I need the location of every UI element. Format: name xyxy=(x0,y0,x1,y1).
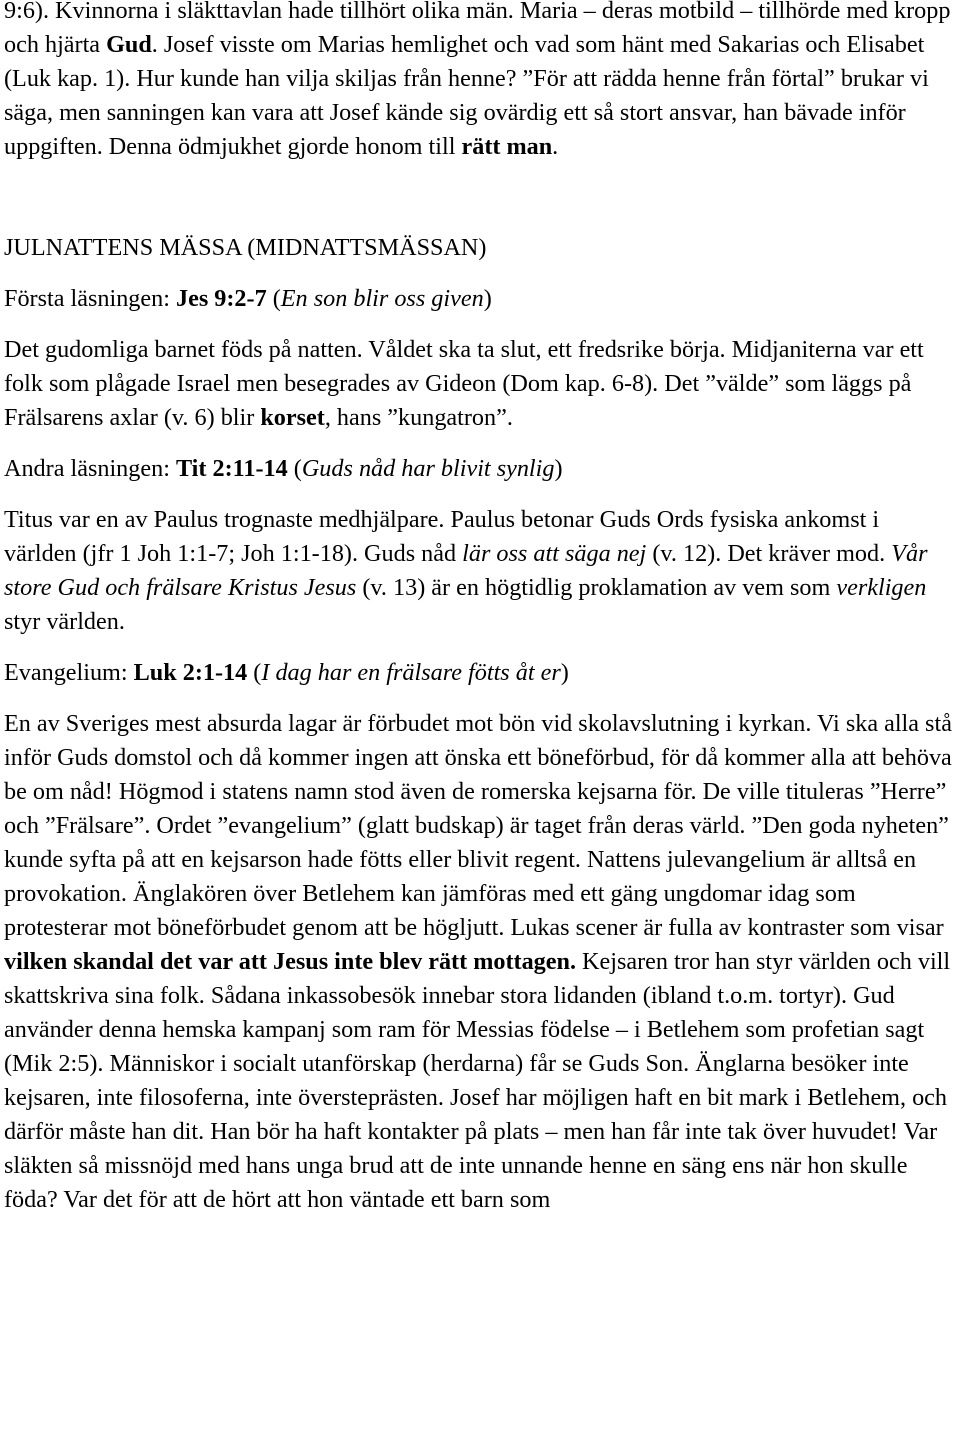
paren-open: ( xyxy=(266,285,281,312)
reading1-text-2: , hans ”kungatron”. xyxy=(324,404,513,431)
reading1-bold-1: korset xyxy=(260,404,325,431)
gospel-text-2: Kejsaren tror han styr världen och vill skattskriva sina folk. Sådana inkassobesök innebar stora lidanden (ibland t.o.m. tortyr). Gud använder denna hemska kampanj som ram för Messias födelse – i Betlehem som profetian sagt (Mik 2:5). Människor i socialt utanförskap (herdarna) får se Guds Son. Änglarna besöker inte kejsaren, inte filosoferna, inte översteprästen. Josef har möjligen haft en bit mark i Betlehem, och därför måste han dit. Han bör ha haft kontakter på plats – men han får inte tak över huvudet! Var släkten så missnöjd med hans unga brud att de inte unnande henne en säng ens när hon skulle föda? Var det för att de hört att hon väntade ett barn som xyxy=(4,948,951,1213)
gospel-reference xyxy=(4,656,956,690)
intro-text-1: 9:6). Kvinnorna i släkttavlan hade tillhört olika män. Maria – deras motbild – tillhörde med kropp och hjärta xyxy=(4,0,951,58)
gospel-text-1: En av Sveriges mest absurda lagar är förbudet mot bön vid skolavslutning i kyrkan. Vi ska alla stå inför Guds domstol och då kommer ingen att önska ett böneförbud, för då kommer alla att behöva be om nåd! Högmod i statens namn stod även de romerska kejsarna för. De ville tituleras ”Herre” och ”Frälsare”. Ordet ”evangelium” (glatt budskap) är taget från deras värld. ”Den goda nyheten” kunde syfta på att en kejsarson hade fötts eller blivit regent. Nattens julevangelium är alltså en provokation. Änglakören över Betlehem kan jämföras med ett gäng ungdomar idag som protesterar mot böneförbudet genom att be högljutt. Lukas scener är fulla av kontraster som visar xyxy=(4,710,952,941)
gospel-label: Evangelium: xyxy=(4,659,134,686)
reading2-title: Guds nåd har blivit synlig xyxy=(301,455,555,482)
reading1-label: Första läsningen: xyxy=(4,285,176,312)
reading2-text-4: styr världen. xyxy=(4,608,125,635)
reading1-paragraph xyxy=(4,333,956,435)
reading1-ref: Jes 9:2-7 xyxy=(175,285,267,312)
intro-text-3: . xyxy=(552,133,559,160)
gospel-paragraph xyxy=(4,707,956,1217)
intro-bold-2: rätt man xyxy=(461,133,553,160)
intro-bold-1: Gud xyxy=(106,31,152,58)
paren-open: ( xyxy=(287,455,302,482)
intro-paragraph xyxy=(4,0,956,164)
reading2-reference xyxy=(4,452,956,486)
reading2-italic-2: Vår store Gud och frälsare Kristus Jesus xyxy=(4,540,928,601)
paren-close: ) xyxy=(554,455,563,482)
section-title: JULNATTENS MÄSSA (MIDNATTSMÄSSAN) xyxy=(4,234,487,261)
reading2-text-1: Titus var en av Paulus trognaste medhjälpare. Paulus betonar Guds Ords fysiska ankomst i världen (jfr 1 Joh 1:1-7; Joh 1:1-18). Guds nåd xyxy=(4,506,880,567)
paren-close: ) xyxy=(560,659,569,686)
reading2-paragraph xyxy=(4,503,956,639)
reading2-italic-3: verkligen xyxy=(836,574,927,601)
reading2-italic-1: lär oss att säga nej xyxy=(462,540,647,567)
reading1-reference xyxy=(4,282,956,316)
gospel-ref: Luk 2:1-14 xyxy=(133,659,248,686)
gospel-bold-1: vilken skandal det var att Jesus inte blev rätt mottagen. xyxy=(4,948,576,975)
reading1-title: En son blir oss given xyxy=(280,285,484,312)
intro-text-2: . Josef visste om Marias hemlighet och vad som hänt med Sakarias och Elisabet (Luk kap. 1). Hur kunde han vilja skiljas från henne? ”För att rädda henne från förtal” brukar vi säga, men sanningen kan vara att Josef kände sig ovärdig ett så stort ansvar, han bävade inför uppgiften. Denna ödmjukhet gjorde honom till xyxy=(4,31,929,160)
paren-close: ) xyxy=(483,285,492,312)
reading1-text-1: Det gudomliga barnet föds på natten. Våldet ska ta slut, ett fredsrike börja. Midjaniterna var ett folk som plågade Israel men besegrades av Gideon (Dom kap. 6-8). Det ”välde” som läggs på Frälsarens axlar (v. 6) blir xyxy=(4,336,924,431)
reading2-ref: Tit 2:11-14 xyxy=(175,455,288,482)
paren-open: ( xyxy=(247,659,262,686)
reading2-text-3: (v. 13) är en högtidlig proklamation av vem som xyxy=(356,574,837,601)
gospel-title: I dag har en frälsare fötts åt er xyxy=(261,659,561,686)
reading2-text-2: (v. 12). Det kräver mod. xyxy=(646,540,892,567)
reading2-label: Andra läsningen: xyxy=(4,455,176,482)
